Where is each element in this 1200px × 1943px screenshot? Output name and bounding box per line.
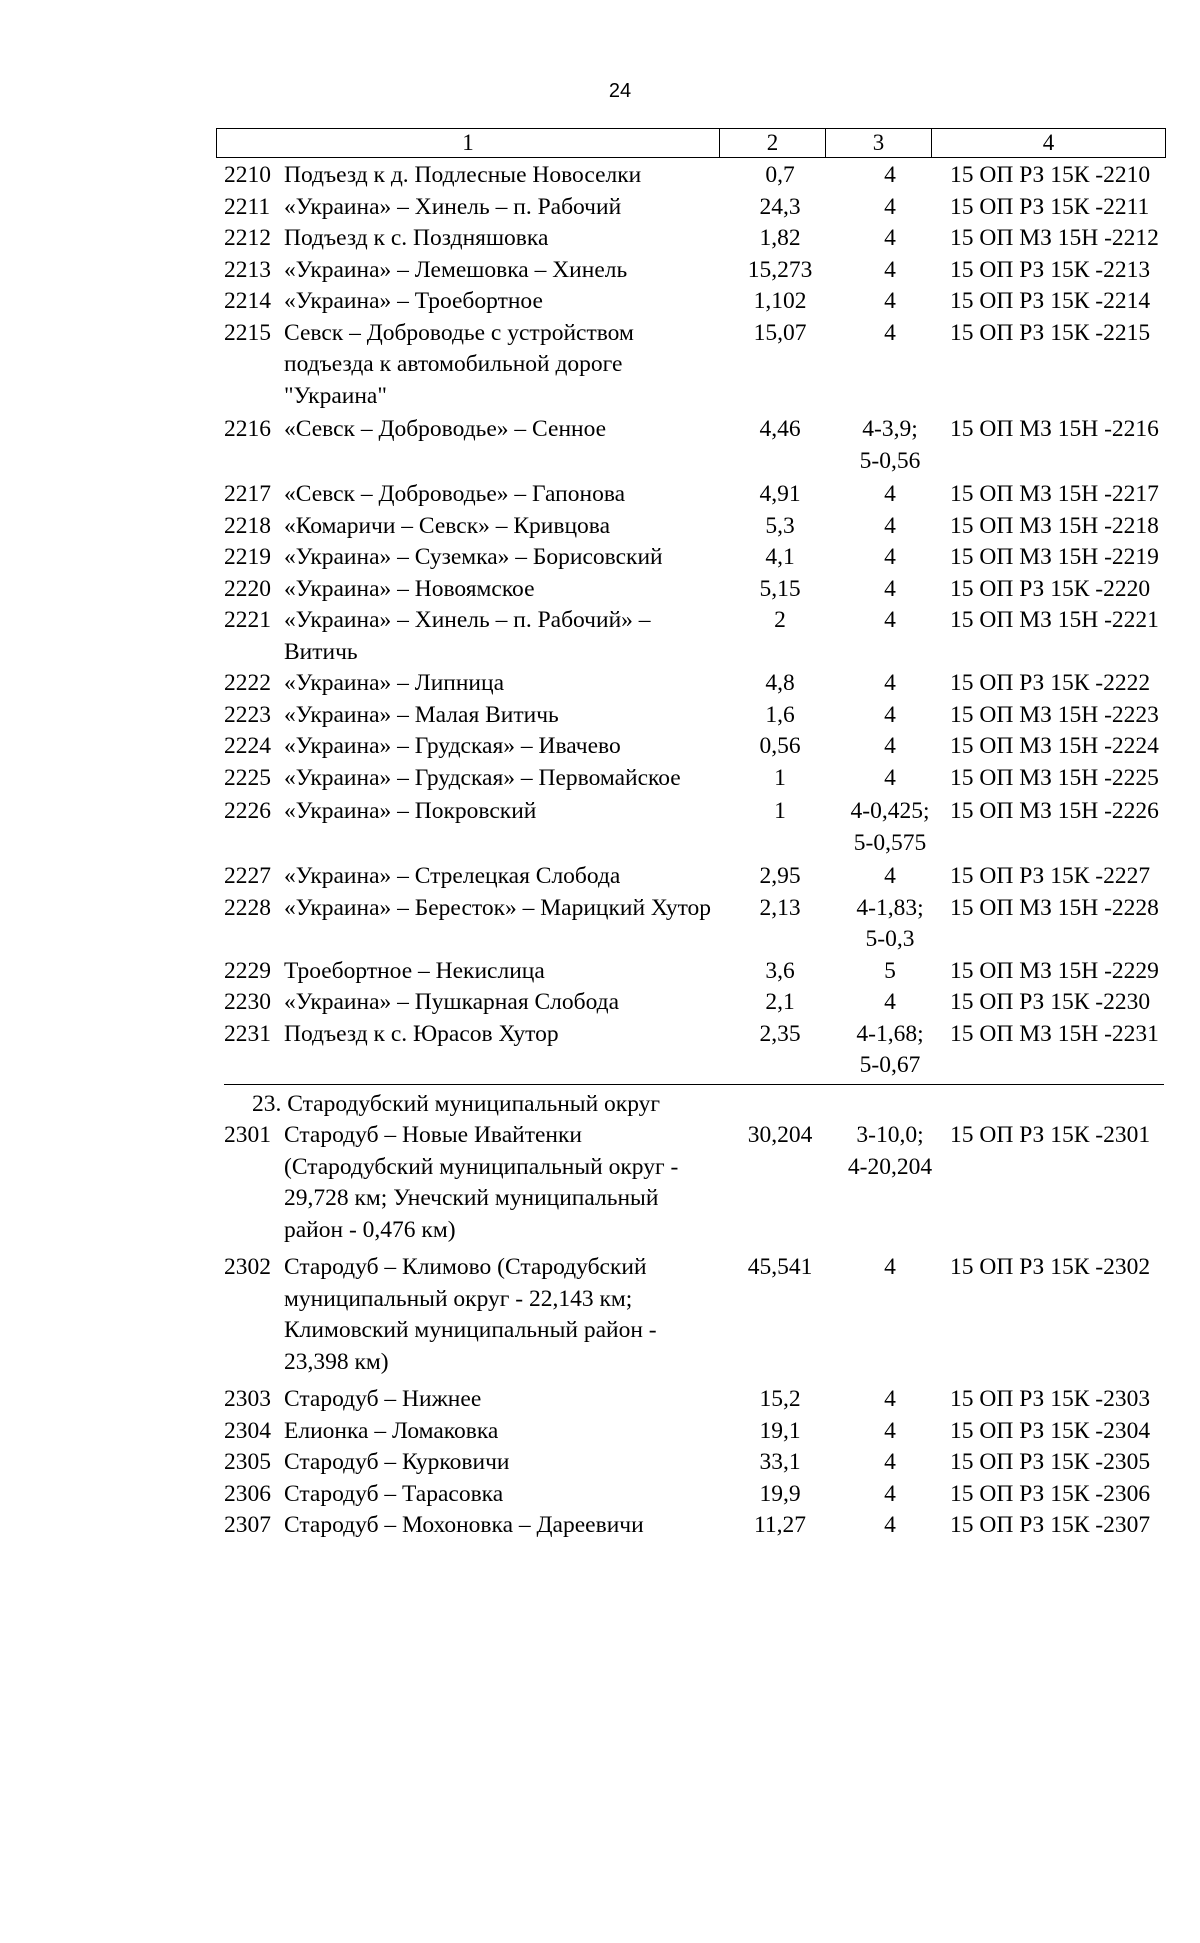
row-code: 2215 [224,319,271,346]
header-col-4: 4 [1042,130,1055,155]
table-row [224,414,1168,477]
row-name: «Комаричи – Севск» – Кривцова [284,512,611,539]
row-length: 3,6 [765,957,795,984]
row-name: «Украина» – Грудская» – Первомайское [284,764,681,791]
row-category: 4-1,83; 5-0,3 [856,894,924,952]
table-row [224,700,1168,732]
row-category: 4-0,425; 5-0,575 [850,798,930,856]
row-category: 4 [884,512,896,539]
row-code: 2307 [224,1512,271,1538]
row-code: 2226 [224,798,271,824]
row-name: «Украина» – Липница [284,670,505,696]
row-identifier: 15 ОП РЗ 15К -2227 [950,863,1151,889]
row-code: 2305 [224,1449,271,1475]
row-code: 2218 [224,512,271,539]
table-row [224,1252,1168,1378]
row-length: 0,56 [759,733,801,759]
row-identifier: 15 ОП МЗ 15Н -2231 [950,1020,1159,1047]
row-identifier: 15 ОП РЗ 15К -2210 [950,162,1151,188]
table-row [224,1019,1168,1082]
row-length: 1,6 [765,701,795,728]
row-category: 4 [884,989,896,1015]
row-code: 2228 [224,894,271,921]
row-category: 4 [884,481,896,507]
row-category: 4 [884,1386,896,1412]
row-identifier: 15 ОП РЗ 15К -2301 [950,1122,1151,1148]
row-code: 2231 [224,1020,271,1047]
row-code: 2304 [224,1417,271,1444]
row-identifier: 15 ОП РЗ 15К -2306 [950,1480,1151,1507]
row-identifier: 15 ОП РЗ 15К -2222 [950,670,1151,696]
row-identifier: 15 ОП РЗ 15К -2303 [950,1386,1151,1412]
row-identifier: 15 ОП МЗ 15Н -2218 [950,512,1159,539]
table-header [216,128,1166,158]
row-length: 2,95 [759,863,801,889]
row-code: 2216 [224,416,271,442]
row-identifier: 15 ОП МЗ 15Н -2229 [950,957,1159,984]
row-code: 2225 [224,764,271,791]
row-name: «Украина» – Грудская» – Ивачево [284,733,621,759]
row-identifier: 15 ОП МЗ 15Н -2225 [950,764,1159,791]
header-col-1: 1 [217,129,720,157]
page-number: 24 [608,80,632,102]
row-length: 24,3 [759,193,801,220]
row-identifier: 15 ОП РЗ 15К -2302 [950,1254,1151,1280]
table-row [224,987,1168,1019]
row-code: 2220 [224,575,271,602]
row-name: «Севск – Доброводье» – Гапонова [284,481,626,507]
table-row [224,1479,1168,1511]
row-name: Севск – Доброводье с устройством подъезда к автомобильной дороге "Украина" [284,319,634,409]
row-name: Троебортное – Некислица [284,957,545,984]
row-name: Подъезд к с. Юрасов Хутор [284,1020,559,1047]
rows-top [224,160,1168,1082]
row-name: «Украина» – Троебортное [284,288,543,314]
row-length: 4,91 [759,481,801,507]
row-length: 11,27 [753,1512,806,1538]
row-name: Подъезд к с. Поздняшовка [284,225,549,251]
row-name: «Украина» – Хинель – п. Рабочий» – Витичь [284,607,651,665]
row-identifier: 15 ОП МЗ 15Н -2219 [950,544,1159,570]
row-name: «Севск – Доброводье» – Сенное [284,416,607,442]
row-identifier: 15 ОП РЗ 15К -2230 [950,989,1151,1015]
table-row [224,1416,1168,1448]
row-category: 5 [884,957,896,984]
row-length: 33,1 [759,1449,801,1475]
row-identifier: 15 ОП МЗ 15Н -2212 [950,225,1159,251]
row-name: Стародуб – Климово (Стародубский муниципальный округ - 22,143 км; Климовский муниципальный район - 23,398 км) [284,1254,657,1375]
row-category: 4 [884,1512,896,1538]
row-identifier: 15 ОП РЗ 15К -2215 [950,319,1151,346]
row-identifier: 15 ОП МЗ 15Н -2224 [950,733,1159,759]
row-length: 19,9 [759,1480,801,1507]
row-category: 4-3,9; 5-0,56 [859,416,921,474]
row-category: 4 [884,544,896,570]
table-row [224,479,1168,511]
row-length: 19,1 [759,1417,801,1444]
table-row [224,956,1168,988]
table-row [224,861,1168,893]
row-code: 2223 [224,701,271,728]
row-name: «Украина» – Суземка» – Борисовский [284,544,663,570]
row-code: 2224 [224,733,271,759]
row-length: 1,82 [759,225,801,251]
row-code: 2301 [224,1122,271,1148]
row-length: 1 [774,764,786,791]
row-code: 2221 [224,607,271,633]
row-category: 4 [884,225,896,251]
table-row [224,763,1168,795]
row-category: 4-1,68; 5-0,67 [856,1020,924,1078]
table-row [224,893,1168,956]
row-code: 2212 [224,225,271,251]
row-code: 2227 [224,863,271,889]
row-length: 1,102 [753,288,807,314]
row-length: 2,13 [759,894,801,921]
row-category: 4 [884,863,896,889]
row-category: 4 [884,162,896,188]
table-row [224,1120,1168,1246]
row-name: «Украина» – Лемешовка – Хинель [284,256,628,283]
row-name: Подъезд к д. Подлесные Новоселки [284,162,642,188]
row-name: «Украина» – Стрелецкая Слобода [284,863,621,889]
header-col-2: 2 [720,129,826,157]
row-category: 4 [884,575,896,602]
row-code: 2213 [224,256,271,283]
row-length: 0,7 [765,162,795,188]
table-row [224,731,1168,763]
row-code: 2230 [224,989,271,1015]
table-row [224,286,1168,318]
row-code: 2210 [224,162,271,188]
row-name: Елионка – Ломаковка [284,1417,499,1444]
row-identifier: 15 ОП РЗ 15К -2305 [950,1449,1151,1475]
row-category: 4 [884,733,896,759]
table-row [224,223,1168,255]
row-identifier: 15 ОП РЗ 15К -2307 [950,1512,1151,1538]
row-identifier: 15 ОП МЗ 15Н -2217 [950,481,1159,507]
row-code: 2222 [224,670,271,696]
row-code: 2229 [224,957,271,984]
row-name: «Украина» – Хинель – п. Рабочий [284,193,622,220]
row-length: 2,35 [759,1020,801,1047]
row-code: 2306 [224,1480,271,1507]
table-row [224,796,1168,859]
row-length: 15,07 [753,319,807,346]
row-length: 4,8 [765,670,795,696]
table-body [224,160,1168,1542]
row-name: Стародуб – Курковичи [284,1449,510,1475]
row-name: «Украина» – Новоямское [284,575,535,602]
row-name: Стародуб – Мохоновка – Дареевичи [284,1512,644,1538]
row-category: 4 [884,1449,896,1475]
row-category: 4 [884,319,896,346]
row-name: Стародуб – Тарасовка [284,1480,504,1507]
table-row [224,1510,1168,1542]
row-length: 2 [774,607,786,633]
row-name: Стародуб – Нижнее [284,1386,482,1412]
row-category: 4 [884,256,896,283]
table-row [224,511,1168,543]
row-code: 2214 [224,288,271,314]
table-row [224,605,1168,668]
header-col-3: 3 [826,129,932,157]
row-code: 2303 [224,1386,271,1412]
row-length: 15,273 [747,256,813,283]
row-category: 4 [884,193,896,220]
table-row [224,1447,1168,1479]
table-row [224,160,1168,192]
row-name: «Украина» – Малая Витичь [284,701,559,728]
table-row [224,192,1168,224]
row-category: 4 [884,764,896,791]
row-category: 4 [884,670,896,696]
table-row [224,1384,1168,1416]
row-length: 30,204 [747,1122,813,1148]
row-identifier: 15 ОП МЗ 15Н -2223 [950,701,1159,728]
row-length: 2,1 [765,989,795,1015]
table-row [224,318,1168,413]
section-divider [224,1084,1164,1085]
row-identifier: 15 ОП МЗ 15Н -2228 [950,894,1159,921]
row-code: 2211 [224,193,271,220]
table-row [224,668,1168,700]
row-length: 5,3 [765,512,795,539]
row-identifier: 15 ОП РЗ 15К -2213 [950,256,1151,283]
row-identifier: 15 ОП МЗ 15Н -2221 [950,607,1159,633]
row-category: 4 [884,701,896,728]
row-category: 4 [884,288,896,314]
table-row [224,574,1168,606]
row-code: 2219 [224,544,271,570]
row-length: 15,2 [759,1386,801,1412]
table-row [224,255,1168,287]
row-identifier: 15 ОП РЗ 15К -2214 [950,288,1151,314]
row-category: 4 [884,607,896,633]
row-length: 5,15 [759,575,801,602]
row-length: 45,541 [747,1254,813,1280]
row-category: 4 [884,1254,896,1280]
table-row [224,542,1168,574]
rows-bottom [224,1120,1168,1542]
row-identifier: 15 ОП РЗ 15К -2220 [950,575,1151,602]
row-code: 2302 [224,1254,271,1280]
row-category: 4 [884,1480,896,1507]
row-name: «Украина» – Покровский [284,798,537,824]
row-name: Стародуб – Новые Ивайтенки (Стародубский муниципальный округ - 29,728 км; Унечский муниципальный район - 0,476 км) [284,1122,679,1243]
row-length: 4,46 [759,416,801,442]
row-category: 3-10,0; 4-20,204 [847,1122,933,1180]
row-identifier: 15 ОП РЗ 15К -2304 [950,1417,1151,1444]
row-code: 2217 [224,481,271,507]
row-category: 4 [884,1417,896,1444]
row-identifier: 15 ОП МЗ 15Н -2216 [950,416,1159,442]
row-length: 4,1 [765,544,795,570]
row-identifier: 15 ОП МЗ 15Н -2226 [950,798,1159,824]
row-name: «Украина» – Бересток» – Марицкий Хутор [284,894,712,921]
row-identifier: 15 ОП РЗ 15К -2211 [950,193,1150,220]
section-title: 23. Стародубский муниципальный округ [252,1090,661,1117]
row-length: 1 [774,798,786,824]
row-name: «Украина» – Пушкарная Слобода [284,989,620,1015]
